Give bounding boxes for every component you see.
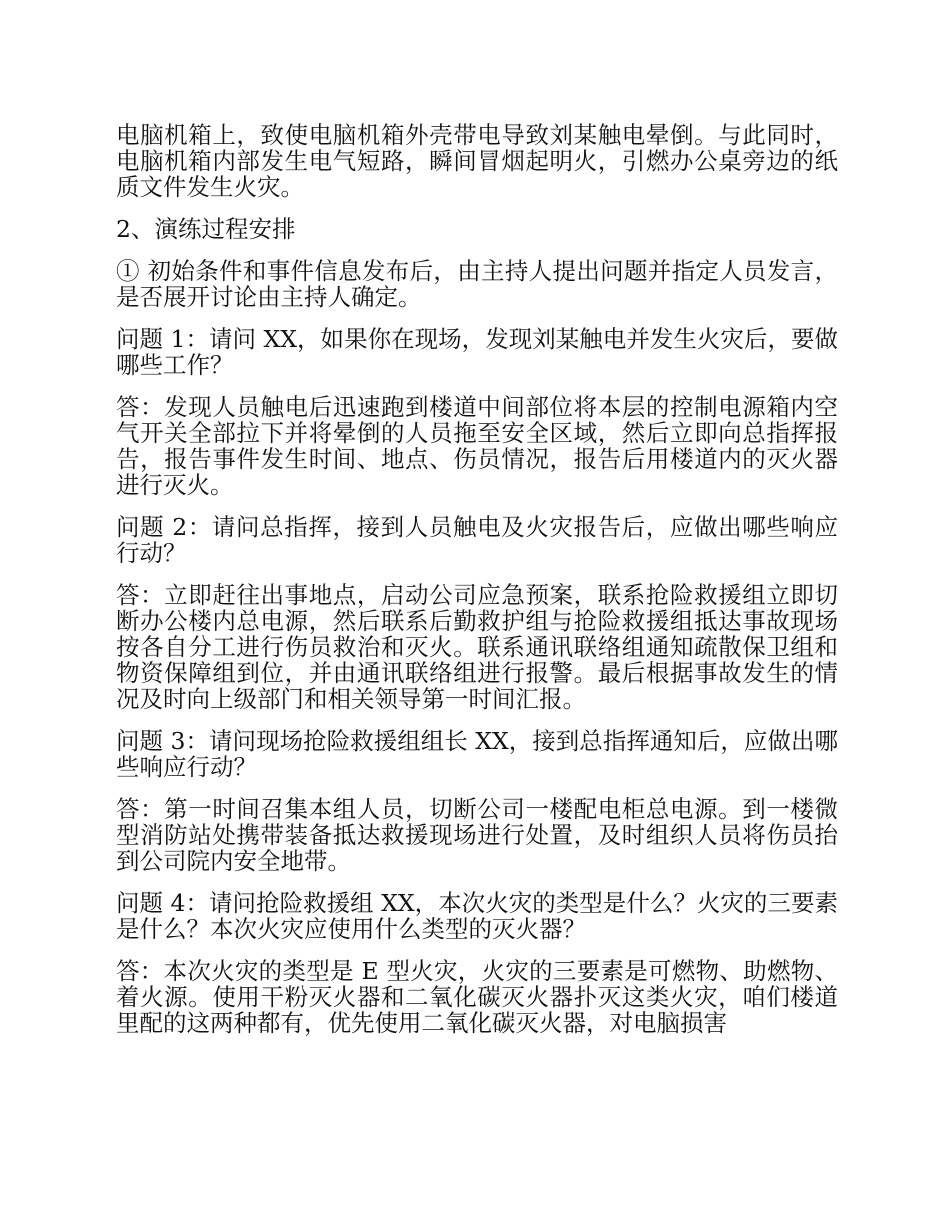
document-body <box>116 122 838 1052</box>
answer-2: 答：立即赶往出事地点，启动公司应急预案，联系抢险救援组立即切断办公楼内总电源，然后联系后勤救护组与抢险救援组抵达事故现场按各自分工进行伤员救治和灭火。联系通讯联络组通知疏散保卫组和物资保障组到位，并由通讯联络组进行报警。最后根据事故发生的情况及时向上级部门和相关领导第一时间汇报。 <box>116 581 838 713</box>
question-1: 问题 1：请问 XX，如果你在现场，发现刘某触电并发生火灾后，要做哪些工作？ <box>116 325 838 379</box>
paragraph-initial-conditions: ① 初始条件和事件信息发布后，由主持人提出问题并指定人员发言，是否展开讨论由主持人确定。 <box>116 257 838 311</box>
section-heading-drill-arrangement: 2、演练过程安排 <box>116 215 296 243</box>
question-2: 问题 2：请问总指挥，接到人员触电及火灾报告后，应做出哪些响应行动？ <box>116 513 838 567</box>
paragraph-scenario-continued: 电脑机箱上，致使电脑机箱外壳带电导致刘某触电晕倒。与此同时，电脑机箱内部发生电气短路，瞬间冒烟起明火，引燃办公桌旁边的纸质文件发生火灾。 <box>116 121 838 201</box>
question-4: 问题 4：请问抢险救援组 XX，本次火灾的类型是什么？火灾的三要素是什么？本次火灾应使用什么类型的灭火器？ <box>116 889 838 943</box>
answer-3: 答：第一时间召集本组人员，切断公司一楼配电柜总电源。到一楼微型消防站处携带装备抵达救援现场进行处置，及时组织人员将伤员抬到公司院内安全地带。 <box>116 795 838 875</box>
question-3: 问题 3：请问现场抢险救援组组长 XX，接到总指挥通知后，应做出哪些响应行动？ <box>116 727 838 781</box>
answer-4: 答：本次火灾的类型是 E 型火灾，火灾的三要素是可燃物、助燃物、着火源。使用干粉灭火器和二氧化碳灭火器扑灭这类火灾，咱们楼道里配的这两种都有，优先使用二氧化碳灭火器，对电脑损害 <box>116 957 838 1037</box>
answer-1: 答：发现人员触电后迅速跑到楼道中间部位将本层的控制电源箱内空气开关全部拉下并将晕倒的人员拖至安全区域，然后立即向总指挥报告，报告事件发生时间、地点、伤员情况，报告后用楼道内的灭火器进行灭火。 <box>116 393 838 499</box>
